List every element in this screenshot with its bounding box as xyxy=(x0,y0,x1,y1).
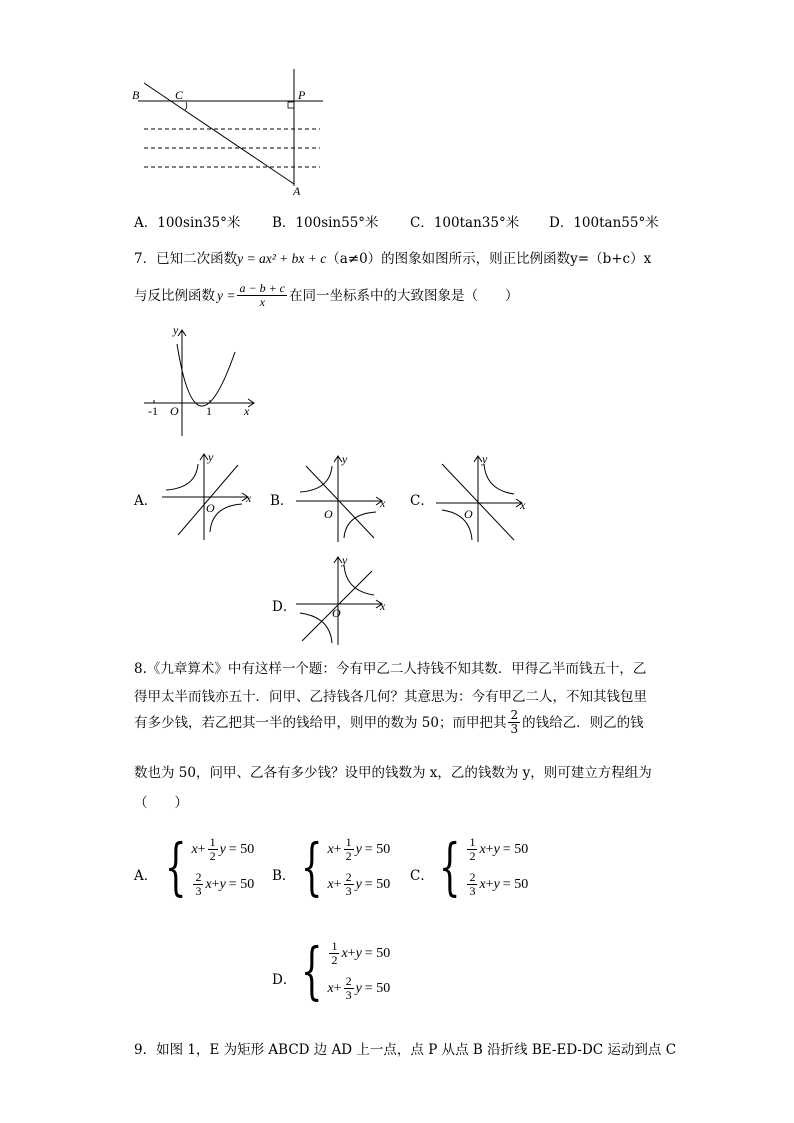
q8-line3 xyxy=(134,709,644,736)
q8-option-a-label[interactable]: A． xyxy=(134,868,158,884)
option-label: B． xyxy=(272,215,296,231)
var: y xyxy=(355,876,362,892)
op: + xyxy=(347,945,356,961)
fraction xyxy=(467,871,477,898)
axis-y: y xyxy=(482,452,488,466)
axis-x: x xyxy=(246,491,252,505)
q8-line1: 8.《九章算术》中有这样一个题：今有甲乙二人持钱不知其数．甲得乙半而钱五十，乙 xyxy=(134,661,647,677)
origin-label: O xyxy=(206,501,215,515)
q7-option-d-graph[interactable] xyxy=(294,553,394,647)
fraction xyxy=(467,836,477,863)
left-brace: { xyxy=(164,830,187,903)
q7-option-a-graph[interactable] xyxy=(160,450,260,542)
axis-x: x xyxy=(244,404,250,418)
var: x xyxy=(327,980,334,996)
frac-numerator: 2 xyxy=(195,870,202,884)
var: x xyxy=(191,841,198,857)
q9-line1: 9．如图 1，E 为矩形 ABCD 边 AD 上一点，点 P 从点 B 沿折线 BE-ED-DC 运动到点 C xyxy=(134,1042,677,1058)
inverse-fn-fraction xyxy=(237,282,287,309)
q7-text: （a≠0）的图象如图所示，则正比例函数y=（b+c）x xyxy=(326,251,652,267)
q7-option-b-graph[interactable] xyxy=(294,452,394,544)
axis-x: x xyxy=(380,496,386,510)
q8-line2: 得甲太半而钱亦五十．问甲、乙持钱各几何？其意思为：今有甲乙二人，不知其钱包里 xyxy=(134,689,647,705)
q7-line2 xyxy=(134,282,519,309)
q6-option-a[interactable] xyxy=(134,214,240,232)
option-label: D． xyxy=(549,215,574,231)
frac-numerator: 1 xyxy=(331,939,338,953)
var: y xyxy=(493,876,500,892)
fraction xyxy=(208,836,218,863)
label-B: B xyxy=(132,88,140,102)
q7-option-c-graph[interactable] xyxy=(434,452,534,544)
q6-option-d[interactable] xyxy=(549,214,659,232)
frac-denominator: 2 xyxy=(345,849,352,863)
label-P: P xyxy=(298,88,306,102)
rhs: = 50 xyxy=(228,876,255,892)
q8-line4: 数也为 50，问甲、乙各有多少钱？设甲的钱数为 x，乙的钱数为 y，则可建立方程组为 xyxy=(134,765,652,781)
frac-denominator: 3 xyxy=(195,884,202,898)
axis-y: y xyxy=(342,553,348,567)
axis-y: y xyxy=(342,452,348,466)
var: x xyxy=(479,841,486,857)
equation-2 xyxy=(465,871,528,898)
op: + xyxy=(485,876,494,892)
fraction xyxy=(344,871,354,898)
q8-option-d-system[interactable] xyxy=(292,934,391,1007)
origin-label: O xyxy=(332,606,341,620)
inverse-fn-lhs: y = xyxy=(217,287,236,303)
q7-option-b-label[interactable]: B． xyxy=(270,493,294,509)
equation-1 xyxy=(465,836,528,863)
frac-denominator: 3 xyxy=(345,988,352,1002)
q6-figure xyxy=(128,64,333,199)
equation-2 xyxy=(327,975,390,1002)
rhs: = 50 xyxy=(502,841,529,857)
quadratic-equation: y = ax² + bx + c xyxy=(237,251,327,266)
var: x xyxy=(479,876,486,892)
q7-text: 与反比例函数 xyxy=(134,287,215,304)
frac-numerator: 2 xyxy=(510,708,519,722)
fraction xyxy=(329,940,339,967)
fraction xyxy=(344,975,354,1002)
q7-parabola-graph xyxy=(140,322,260,440)
q8-option-b-system[interactable] xyxy=(292,830,391,903)
left-brace: { xyxy=(438,830,461,903)
tick-minus-one: -1 xyxy=(148,404,158,418)
rhs: = 50 xyxy=(364,876,391,892)
q8-option-a-system[interactable] xyxy=(156,830,255,903)
frac-numerator: 2 xyxy=(469,870,476,884)
equation-1 xyxy=(191,836,254,863)
q6-option-b[interactable] xyxy=(272,214,379,232)
q7-option-a-label[interactable]: A． xyxy=(134,493,158,509)
frac-numerator: 1 xyxy=(345,835,352,849)
rhs: = 50 xyxy=(364,980,391,996)
rhs: = 50 xyxy=(228,841,255,857)
equation-1 xyxy=(327,836,390,863)
frac-denominator: 3 xyxy=(510,722,519,736)
q6-option-c[interactable] xyxy=(410,214,519,232)
q7-option-c-label[interactable]: C． xyxy=(410,493,434,509)
op: + xyxy=(211,876,220,892)
q8-option-d-label[interactable]: D． xyxy=(272,972,297,988)
label-A: A xyxy=(293,184,301,198)
frac-denominator: 3 xyxy=(469,884,476,898)
frac-numerator: a − b + c xyxy=(239,281,286,295)
axis-x: x xyxy=(380,599,386,613)
op: + xyxy=(333,980,342,996)
var: y xyxy=(493,841,500,857)
frac-numerator: 2 xyxy=(345,974,352,988)
op: + xyxy=(197,841,206,857)
origin-label: O xyxy=(464,507,473,521)
op: + xyxy=(333,841,342,857)
var: y xyxy=(355,945,362,961)
origin-label: O xyxy=(170,404,179,418)
q7-option-d-label[interactable]: D． xyxy=(272,599,297,615)
option-text: 100tan55°米 xyxy=(573,215,659,231)
option-text: 100sin55°米 xyxy=(295,215,379,231)
q8-option-b-label[interactable]: B． xyxy=(272,868,296,884)
option-label: C． xyxy=(410,215,434,231)
fraction xyxy=(344,836,354,863)
left-brace: { xyxy=(300,830,323,903)
equation-2 xyxy=(327,871,390,898)
equation-1 xyxy=(327,940,390,967)
frac-denominator: 3 xyxy=(345,884,352,898)
op: + xyxy=(485,841,494,857)
frac-numerator: 2 xyxy=(345,870,352,884)
equation-2 xyxy=(191,871,254,898)
axis-x: x xyxy=(520,498,526,512)
q8-option-c-system[interactable] xyxy=(430,830,529,903)
q8-text: 的钱给乙．则乙的钱 xyxy=(522,714,644,731)
var: x xyxy=(205,876,212,892)
axis-y: y xyxy=(173,323,179,337)
frac-numerator: 1 xyxy=(469,835,476,849)
frac-denominator: 2 xyxy=(209,849,216,863)
axis-y: y xyxy=(208,450,214,464)
rhs: = 50 xyxy=(364,841,391,857)
frac-denominator: 2 xyxy=(331,953,338,967)
frac-numerator: 1 xyxy=(209,835,216,849)
op: + xyxy=(333,876,342,892)
two-thirds-fraction xyxy=(508,709,520,736)
tick-one: 1 xyxy=(206,404,212,418)
rhs: = 50 xyxy=(502,876,529,892)
q7-line1 xyxy=(134,250,651,268)
q8-text: 有多少钱，若乙把其一半的钱给甲，则甲的数为 50；而甲把其 xyxy=(134,714,507,731)
rhs: = 50 xyxy=(364,945,391,961)
origin-label: O xyxy=(324,507,333,521)
var: x xyxy=(327,876,334,892)
label-C: C xyxy=(175,88,184,102)
frac-denominator: x xyxy=(259,295,265,309)
option-label: A． xyxy=(134,215,158,231)
var: y xyxy=(355,980,362,996)
left-brace: { xyxy=(300,934,323,1007)
var: y xyxy=(355,841,362,857)
var: y xyxy=(219,841,226,857)
frac-denominator: 2 xyxy=(469,849,476,863)
q7-text: 7．已知二次函数 xyxy=(134,251,238,267)
q8-line5: （ ） xyxy=(134,795,188,811)
option-text: 100tan35°米 xyxy=(433,215,520,231)
q8-option-c-label[interactable]: C． xyxy=(410,868,434,884)
option-text: 100sin35°米 xyxy=(157,215,241,231)
var: x xyxy=(341,945,348,961)
var: x xyxy=(327,841,334,857)
var: y xyxy=(219,876,226,892)
fraction xyxy=(193,871,203,898)
q7-text: 在同一坐标系中的大致图象是（ ） xyxy=(289,287,519,304)
